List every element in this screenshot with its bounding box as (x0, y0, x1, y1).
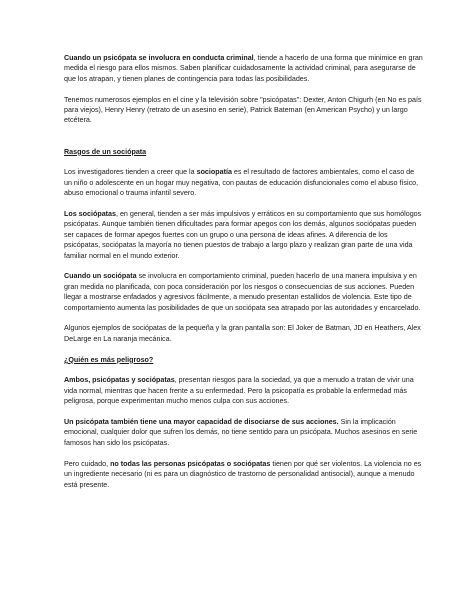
paragraph-sociopath-behavior (64, 209, 424, 261)
paragraph-text: Los investigadores tienden a creer que la (64, 168, 197, 177)
bold-phrase: no todas las personas psicópatas o sociópatas (110, 459, 271, 468)
paragraph-text: es el resultado de factores ambientales, como el caso de un niño o adolescente en un hogar muy negativa, con pautas de educación disfuncionales como el abuso físico, abuso emocional o trauma infantil severo. (64, 168, 419, 198)
bold-phrase: Un psicópata también tiene una mayor capacidad de disociarse de sus acciones. (64, 418, 339, 427)
section-heading-more-dangerous (64, 355, 424, 365)
bold-phrase: sociopatía (196, 168, 232, 177)
document-body (64, 53, 424, 490)
paragraph-dissociation (64, 417, 424, 448)
paragraph-text: , tiende a hacerlo de una forma que minimice en gran medida el riesgo para ellos mismos. Saben planificar cuidadosamente la actividad criminal, para asegurarse de que los atrapan, y tienen planes de contingencia para todas las posibilidades. (64, 54, 423, 83)
bold-phrase: Cuando un psicópata se involucra en conducta criminal (64, 54, 254, 62)
paragraph-text: Pero cuidado, (64, 459, 111, 468)
bold-phrase: Ambos, psicópatas y sociópatas (64, 376, 175, 385)
heading-text: ¿Quién es más peligroso? (64, 355, 154, 364)
bold-phrase: Los sociópatas (64, 210, 116, 219)
paragraph-criminal-sociopath (64, 271, 424, 313)
paragraph-film-examples: Tenemos numerosos ejemplos en el cine y la televisión sobre "psicópatas": Dexter, Anton Chigurh (en No es país para viejos), Henry Henry (retrato de un asesino en serie), Patrick Bateman (en American Psycho) y un largo etcétera. (64, 95, 422, 125)
paragraph-sociopathy-causes (64, 167, 424, 198)
heading-text: Rasgos de un sociópata (64, 147, 147, 156)
paragraph-not-all-violent (64, 459, 424, 490)
bold-phrase: Cuando un sociópata (64, 272, 137, 281)
paragraph-screen-examples: Algunos ejemplos de sociópatas de la pequeña y la gran pantalla son: El Joker de Batman, JD en Heathers, Alex DeLarge en La naranja mecánica. (64, 324, 421, 343)
paragraph-text: , en general, tienden a ser más impulsivos y erráticos en su comportamiento que sus homólogos psicópatas. Aunque también tienen dificultades para formar apegos con los demás, algunos sociópatas pueden ser capaces de formar apegos fuertes con un grupo o una persona de ideas afines. A diferencia de los psicópatas, sociópatas la mayoría no tienen puestos de trabajo a largo plazo y realizan gran parte de una vida familiar normal en el mundo exterior. (64, 210, 422, 260)
paragraph-text: , presentan riesgos para la sociedad, ya que a menudo a tratan de vivir una vida normal, mientras que hacen frente a su enfermedad. Pero la psicopatía es probable la enfermedad más peligrosa, porque experimentan mucho menos culpa con sus acciones. (64, 376, 414, 406)
paragraph-text: tienen por qué ser violentos. La violencia no es un ingrediente necesario (ni es para un diagnóstico de trastorno de personalidad antisocial), aunque a menudo está presente. (64, 459, 422, 489)
paragraph-criminal-psychopath (64, 53, 424, 84)
section-heading-sociopath-traits (64, 147, 424, 157)
paragraph-text: se involucra en comportamiento criminal, pueden hacerlo de una manera impulsiva y en gran medida no planificada, con poca consideración por los riesgos o consecuencias de sus acciones. Pueden llegar a mostrarse enfadados y agresivos fácilmente, a menudo presentan estallidos de violencia. Este tipo de comportamiento aumenta las posibilidades de que un sociópata sea atrapado por las autoridades y encarcelado. (64, 272, 421, 312)
paragraph-text: Sin la implicación emocional, cualquier dolor que sufren los demás, no tiene sentido para un psicópata. Muchos asesinos en serie famosos han sido los psicópatas. (64, 418, 418, 447)
paragraph-both-risks (64, 375, 424, 406)
